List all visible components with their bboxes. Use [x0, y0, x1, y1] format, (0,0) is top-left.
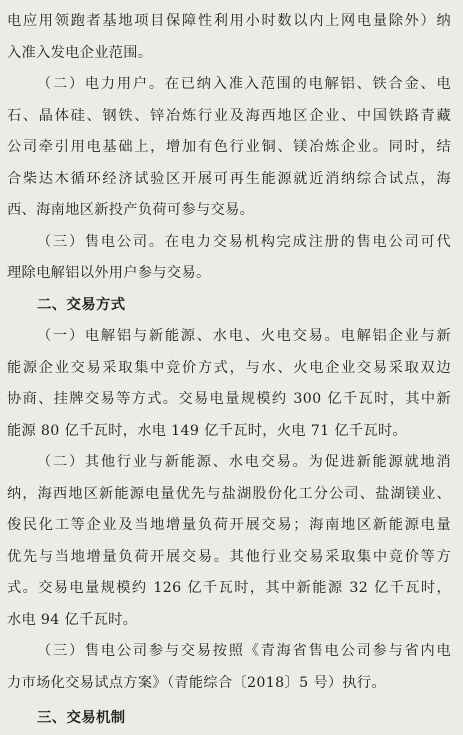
body-text-line: 式。交易电量规模约 126 亿千瓦时，其中新能源 32 亿千瓦时，: [7, 580, 451, 596]
body-text-line: 理除电解铝以外用户参与交易。: [7, 265, 211, 281]
body-text-line: 水电 94 亿千瓦时。: [7, 611, 138, 628]
body-text-line: 西、海南地区新投产负荷可参与交易。: [7, 202, 255, 218]
body-text-line: 石、晶体硅、钢铁、锌冶炼行业及海西地区企业、中国铁路青藏: [7, 107, 451, 124]
body-text-line: 俊民化工等企业及当地增量负荷开展交易；海南地区新能源电量: [7, 517, 451, 533]
body-text-line: 能源 80 亿千瓦时，水电 149 亿千瓦时，火电 71 亿千瓦时。: [7, 422, 408, 439]
body-text-line: 合柴达木循环经济试验区开展可再生能源就近消纳综合试点，海: [7, 170, 451, 187]
body-text-line: 能源企业交易采取集中竞价方式，与水、火电企业交易采取双边: [7, 359, 451, 376]
body-text-line: （二）其他行业与新能源、水电交易。为促进新能源就地消: [37, 454, 451, 470]
body-text-line: 纳，海西地区新能源电量优先与盐湖股份化工分公司、盐湖镁业、: [7, 485, 451, 502]
body-text-line: （二）电力用户。在已纳入准入范围的电解铝、铁合金、电: [37, 76, 451, 92]
body-text-line: （一）电解铝与新能源、水电、火电交易。电解铝企业与新: [37, 328, 451, 344]
section-heading: 二、交易方式: [37, 296, 126, 313]
body-text-line: 入准入发电企业范围。: [7, 44, 153, 61]
body-text-line: （三）售电公司。在电力交易机构完成注册的售电公司可代: [37, 233, 451, 250]
body-text-line: （三）售电公司参与交易按照《青海省售电公司参与省内电: [37, 643, 451, 659]
body-text-line: 协商、挂牌交易等方式。交易电量规模约 300 亿千瓦时，其中新: [7, 391, 451, 407]
body-text-line: 优先与当地增量负荷开展交易。其他行业交易采取集中竞价等方: [7, 548, 451, 565]
body-text-line: 公司牵引用电基础上，增加有色行业铜、镁冶炼企业。同时，结: [7, 139, 451, 155]
body-text-line: 电应用领跑者基地项目保障性利用小时数以内上网电量除外）纳: [7, 13, 451, 29]
section-heading: 三、交易机制: [37, 710, 126, 726]
body-text-line: 力市场化交易试点方案》（青能综合〔2018〕5 号）执行。: [7, 674, 387, 691]
